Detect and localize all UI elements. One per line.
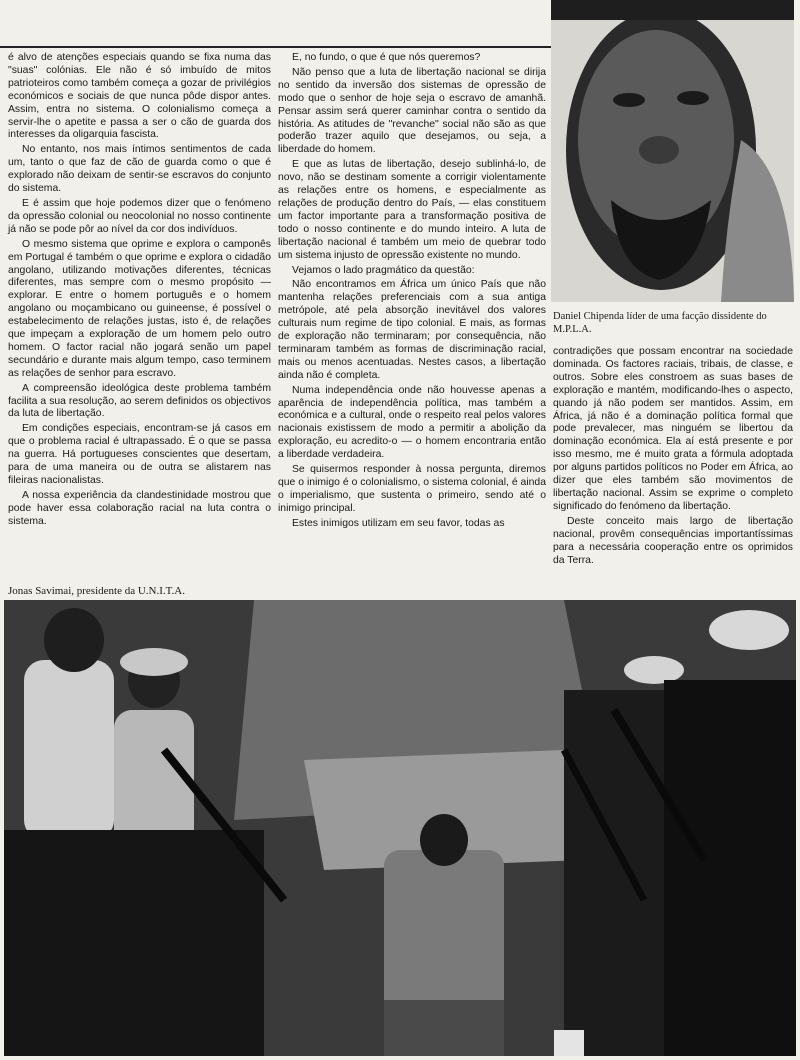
paragraph: Numa independência onde não houvesse apenas a aparência de independência política, mas também a económica e a cultural, onde o respeito real pelos valores nacionais existissem de modo a permitir a abolição da exploração, eu acredito-o — o homem encontraria então a liberdade verdadeira. bbox=[278, 384, 546, 461]
text-column-1 bbox=[8, 52, 271, 531]
text-column-3 bbox=[553, 346, 793, 569]
portrait-caption: Daniel Chipenda líder de uma facção dissidente do M.P.L.A. bbox=[553, 311, 767, 335]
paragraph: Se quisermos responder à nossa pergunta, diremos que o inimigo é o colonialismo, o sistema colonial, é ainda o imperialismo, que sustenta o primeiro, sendo até o inimigo principal. bbox=[278, 464, 546, 514]
text-column-2 bbox=[278, 52, 546, 533]
paragraph: Vejamos o lado pragmático da questão: bbox=[292, 264, 475, 276]
paragraph: Em condições especiais, encontram-se já casos em que o problema racial é ultrapassado. É o que se passa na guerra. Há portugueses conscientes que desertam, para de uma maneira ou de outra se alistarem nas fileiras nacionalistas. bbox=[8, 423, 271, 486]
paragraph: E que as lutas de libertação, desejo sublinhá-lo, de novo, não se destinam somente a corrigir violentamente as relações entre os homens, e especialmente as relações de produção dentro do País, — elas constituem um factor importante para a transformação positiva de todo o nosso continente e do mundo inteiro. A luta de libertação nacional é também um meio de quebrar todo um sistema injusto de opressão existente no mundo. bbox=[278, 159, 546, 261]
paragraph: Deste conceito mais largo de libertação nacional, provêm consequências importantíssimas para a necessária cooperação entre os oprimidos da Terra. bbox=[553, 515, 793, 566]
paragraph: E, no fundo, o que é que nós queremos? bbox=[292, 52, 481, 63]
paragraph: A nossa experiência da clandestinidade mostrou que pode haver essa colaboração racial na luta contra o sistema. bbox=[8, 489, 271, 527]
paragraph: O mesmo sistema que oprime e explora o camponês em Portugal é também o que oprime e explora o cidadão angolano, utilizando motivações diferentes, técnicas diferentes, mas sempre com o mesmo propósito — explorar. E entre o homem português e o homem angolano ou moçambicano ou guineense, é possível o estabelecimento de relações justas, isto é, de relações que impeçam a exploração de um homem pelo outro homem. O factor racial não jogará senão um papel secundário e durante mais algum tempo, caso terminem as relações de senhor para escravo. bbox=[8, 238, 271, 379]
paragraph: contradições que possam encontrar na sociedade dominada. Os factores raciais, tribais, de classe, e outros. Sobre eles constroem as suas bases de exploração e mantém, modificando-lhes o aspecto, quando já não podem ser mantidos. Assim, em África, já não é a dominação política formal que pode prevalecer, mas ninguém se libertou da dominação económica. Ela aí está presente e por isso mesmo, me é muito grata a fórmula adoptada por alguns partidos políticos no Poder em África, ao dizer que eles também são movimentos de libertação nacional. Assim se exprime o completo significado do fenómeno da libertação. bbox=[553, 346, 793, 512]
paragraph: é alvo de atenções especiais quando se fixa numa das "suas" colónias. Ele não é só imbuído de mitos patrioteiros como também começa a gozar de privilégios económicos e sociais de que nunca pôde dispor antes. Assim, entra no sistema. O colonialismo começa a servir-lhe o apetite e passa a ser o cão de guarda dos interesses da oligarquia fascista. bbox=[8, 52, 271, 141]
paragraph: A compreensão ideológica deste problema também facilita a sua resolução, ao serem definidos os objectivos da luta de libertação. bbox=[8, 382, 271, 420]
portrait-photo bbox=[551, 0, 794, 302]
paragraph: No entanto, nos mais íntimos sentimentos de cada um, tanto o que faz de cão de guarda como o que é explorado não deixam de sentir-se escravos do conjunto do sistema. bbox=[8, 144, 271, 195]
paragraph: E é assim que hoje podemos dizer que o fenómeno da opressão colonial ou neocolonial no nosso continente já não se pode pôr ao nível da cor dos indivíduos. bbox=[8, 197, 271, 235]
paragraph: Não encontramos em África um único País que não mantenha relações preferenciais com a sua antiga metrópole, até pela absorção inevitável dos valores culturais num regime de tipo colonial. E mais, as formas de exploração não terminaram; por consequência, não terminaram também as formas de discriminação racial, mais ou menos acentuadas. Nestes casos, a libertação ainda não é completa. bbox=[278, 279, 546, 381]
paragraph: Estes inimigos utilizam em seu favor, todas as bbox=[292, 517, 505, 529]
group-photo bbox=[4, 600, 796, 1056]
paragraph: Não penso que a luta de libertação nacional se dirija no sentido da inversão dos sistemas de opressão de modo que o senhor de hoje seja o escravo de amanhã. Pensar assim será querer caminhar contra o sentido da história. As atitudes de "revanche" social não são as que poderão trazer aquilo que desejamos, ou seja, a liberdade do homem. bbox=[278, 66, 546, 156]
photo-caption: Jonas Savimai, presidente da U.N.I.T.A. bbox=[8, 585, 185, 597]
top-rule bbox=[0, 46, 560, 48]
